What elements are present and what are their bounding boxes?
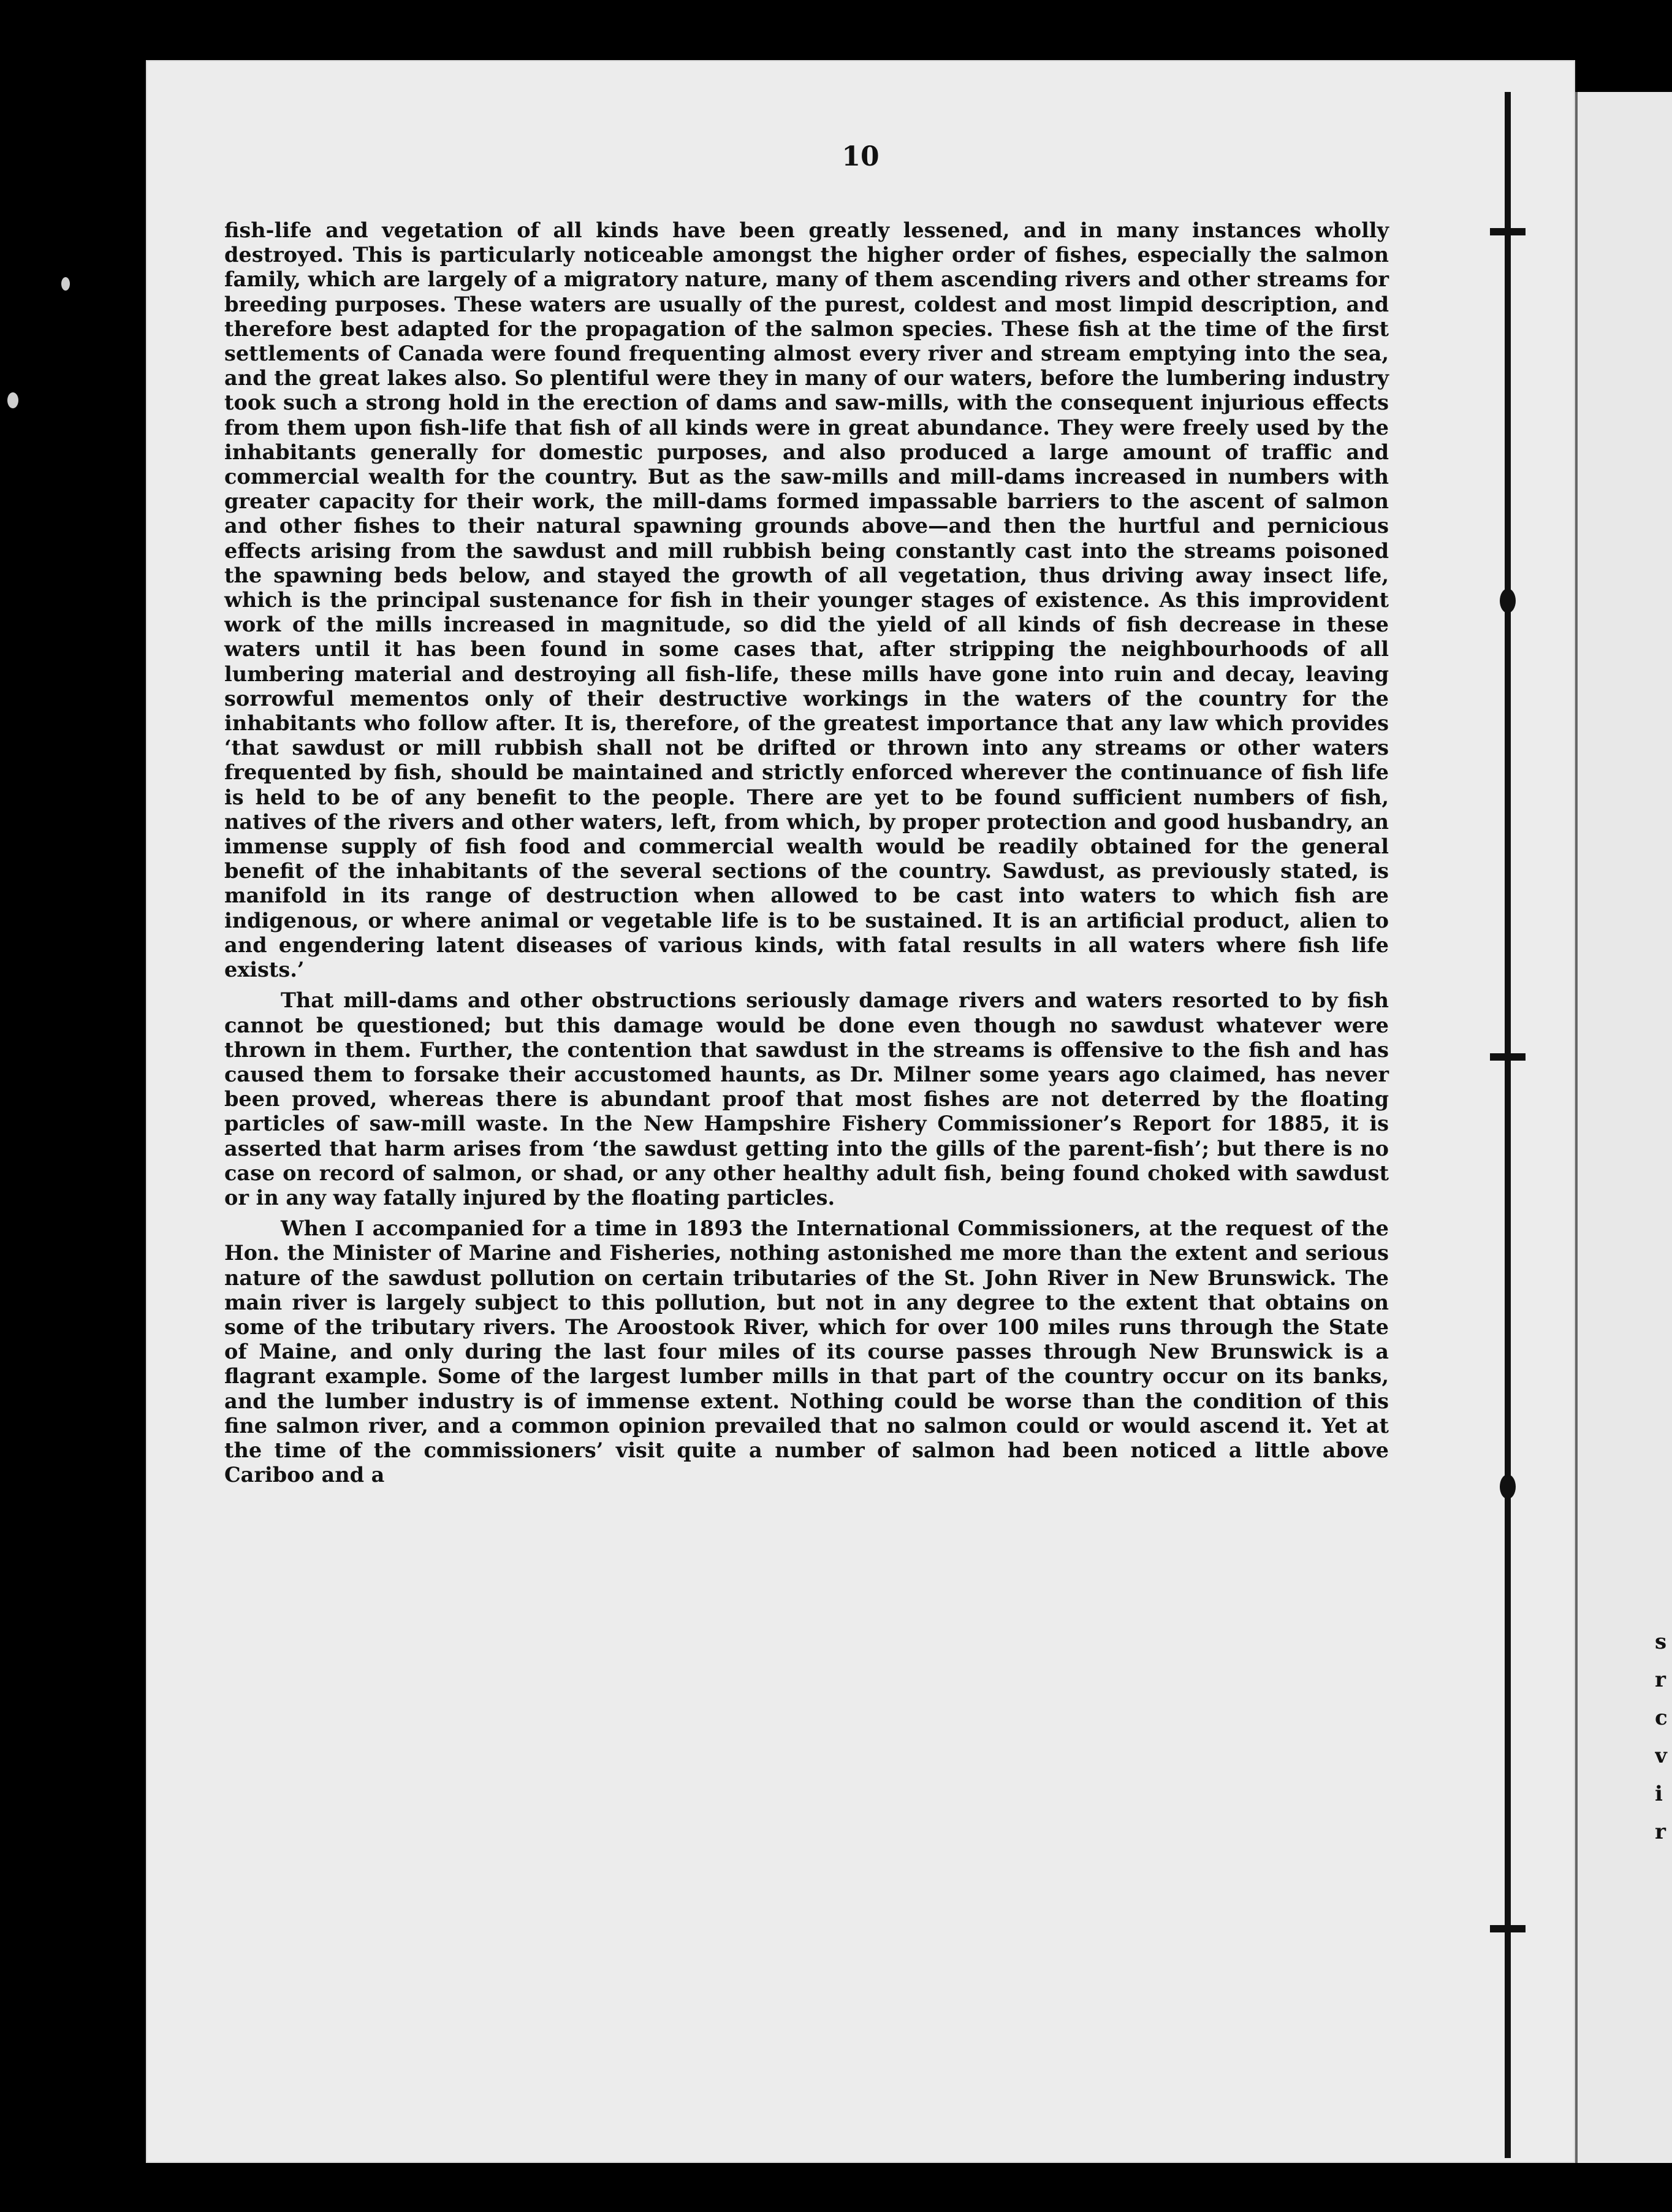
body-text [224,218,1389,1493]
binding-line [1505,92,1511,2158]
adjacent-page-text: r [1655,1668,1666,1692]
scan-speck [7,392,18,408]
binding-mark [1490,228,1526,235]
paragraph-1: fish-life and vegetation of all kinds have been greatly lessened, and in many instances wholly destroyed. This is particularly noticeable amongst the higher order of fishes, especially the salmon family, which are largely of a migratory nature, many of them ascending rivers and other streams for breeding purposes. These waters are usually of the purest, coldest and most limpid description, and therefore best adapted for the propagation of the salmon species. These fish at the time of the first settlements of Canada were found frequenting almost every river and stream emptying into the sea, and the great lakes also. So plentiful were they in many of our waters, before the lumbering industry took such a strong hold in the erection of dams and saw-mills, with the consequent injurious effects from them upon fish-life that fish of all kinds were in great abundance. They were freely used by the inhabitants generally for domestic purposes, and also produced a large amount of traffic and commercial wealth for the country. But as the saw-mills and mill-dams increased in numbers with greater capacity for their work, the mill-dams formed impassable barriers to the ascent of salmon and other fishes to their natural spawning grounds above—and then the hurtful and pernicious effects arising from the sawdust and mill rubbish being constantly cast into the streams poisoned the spawning beds below, and stayed the growth of all vegetation, thus driving away insect life, which is the principal sustenance for fish in their younger stages of existence. As this improvident work of the mills increased in magnitude, so did the yield of all kinds of fish decrease in these waters until it has been found in some cases that, after stripping the neighbourhoods of all lumbering material and destroying all fish-life, these mills have gone into ruin and decay, leaving sorrowful mementos only of their destructive workings in the waters of the country for the inhabitants who follow after. It is, therefore, of the greatest importance that any law which provides ‘that sawdust or mill rubbish shall not be drifted or thrown into any streams or other waters frequented by fish, should be maintained and strictly enforced wherever the continuance of fish life is held to be of any benefit to the people. There are yet to be found sufficient numbers of fish, natives of the rivers and other waters, left, from which, by proper protection and good husbandry, an immense supply of fish food and commercial wealth would be readily obtained for the general benefit of the inhabitants of the several sections of the country. Sawdust, as previously stated, is manifold in its range of destruction when allowed to be cast into waters to which fish are indigenous, or where animal or vegetable life is to be sustained. It is an artificial product, alien to and engendering latent diseases of various kinds, with fatal results in all waters where fish life exists.’ [224,218,1389,982]
adjacent-page-text: s [1655,1630,1667,1654]
adjacent-page-edge [1575,92,1672,2163]
binding-mark [1490,1053,1526,1061]
adjacent-page-text: r [1655,1820,1666,1844]
page-edge [1575,92,1578,2163]
binding-mark [1490,1925,1526,1932]
paragraph-2: That mill-dams and other obstructions seriously damage rivers and waters resorted to by fish cannot be questioned; but this damage would be done even though no sawdust whatever were thrown in them. Further, the contention that sawdust in the streams is offensive to the fish and has caused them to forsake their accustomed haunts, as Dr. Milner some years ago claimed, has never been proved, whereas there is abundant proof that most fishes are not deterred by the floating particles of saw-mill waste. In the New Hampshire Fishery Commissioner’s Report for 1885, it is asserted that harm arises from ‘the sawdust getting into the gills of the parent-fish’; but there is no case on record of salmon, or shad, or any other healthy adult fish, being found choked with sawdust or in any way fatally injured by the floating particles. [224,988,1389,1210]
adjacent-page-text: c [1655,1706,1668,1730]
binding-mark [1500,1474,1516,1499]
adjacent-page-text: v [1655,1744,1667,1768]
adjacent-page-text: i [1655,1782,1663,1806]
document-page [146,60,1575,2163]
scan-speck [61,277,70,291]
binding-mark [1500,589,1516,613]
paragraph-3: When I accompanied for a time in 1893 the International Commissioners, at the request of the Hon. the Minister of Marine and Fisheries, nothing astonished me more than the extent and serious nature of the sawdust pollution on certain tributaries of the St. John River in New Brunswick. The main river is largely subject to this pollution, but not in any degree to the extent that obtains on some of the tributary rivers. The Aroostook River, which for over 100 miles runs through the State of Maine, and only during the last four miles of its course passes through New Brunswick is a flagrant example. Some of the largest lumber mills in that part of the country occur on its banks, and the lumber industry is of immense extent. Nothing could be worse than the condition of this fine salmon river, and a common opinion prevailed that no salmon could or would ascend it. Yet at the time of the commissioners’ visit quite a number of salmon had been noticed a little above Cariboo and a [224,1216,1389,1487]
page-number: 10 [842,141,880,172]
